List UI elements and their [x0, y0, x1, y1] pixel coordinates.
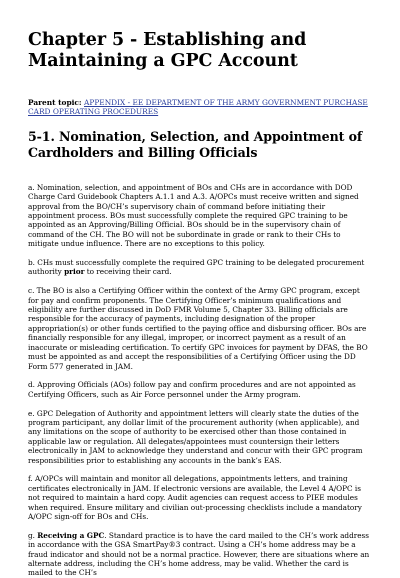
parent-topic-label: Parent topic: [28, 98, 82, 107]
paragraph-g [28, 531, 372, 578]
paragraph-b [28, 258, 372, 277]
chapter-title: Chapter 5 - Establishing and Maintaining a GPC Account [28, 30, 307, 71]
paragraph-g-text-1: g. [28, 530, 38, 540]
paragraph-g-heading: Receiving a GPC [37, 530, 105, 540]
parent-topic-link[interactable]: APPENDIX - EE DEPARTMENT OF THE ARMY GOVERNMENT PURCHASE CARD OPERATING PROCEDURES [28, 98, 368, 117]
paragraph-b-emphasis: prior [64, 267, 85, 277]
paragraph-b-text-1: b. CHs must successfully complete the required GPC training to be delegated procurement authority [28, 258, 365, 277]
paragraph-d: d. Approving Officials (AOs) follow pay and confirm procedures and are not appointed as Certifying Officers, such as Air Force personnel under the Army program. [28, 380, 356, 399]
paragraph-b-text-2: to receiving their card. [84, 267, 172, 277]
paragraph-e: e. GPC Delegation of Authority and appointment letters will clearly state the duties of the program participant, any dollar limit of the procurement authority (when applicable), and any limitations on the scope of authority to be exercised other than those contained in applicable law or regulation. All delegates/appointees must countersign their letters electronically in JAM to acknowledge they understand and concur with their GPC program responsibilities prior to establishing any accounts in the bank’s EAS. [28, 408, 363, 465]
parent-topic [28, 98, 372, 117]
paragraph-a: a. Nomination, selection, and appointment of BOs and CHs are in accordance with DOD Charge Card Guidebook Chapters A.1.1 and A.3. A/OPCs must receive written and signed approval from the BO/CH’s supervisory chain of command before initiating their appointment process. BOs must successfully complete the required GPC training to be appointed as an Approving/Billing Official. BOs should be in the supervisory chain of command of the CH. The BO will not be subordinate in grade or rank to their CHs to mitigate undue influence. There are no exceptions to this policy. [28, 182, 359, 249]
section-title: 5-1. Nomination, Selection, and Appointment of Cardholders and Billing Officials [28, 128, 363, 160]
paragraph-f: f. A/OPCs will maintain and monitor all delegations, appointments letters, and training certificates electronically in JAM. If electronic versions are available, the Level 4 A/OPC is not required to maintain a hard copy. Audit agencies can request access to PIEE modules when required. Ensure military and civilian out-processing checklists include a mandatory A/OPC sign-off for BOs and CHs. [28, 474, 362, 521]
paragraph-c: c. The BO is also a Certifying Officer within the context of the Army GPC program, except for pay and confirm proponents. The Certifying Officer’s minimum qualifications and eligibility are further discussed in DoD FMR Volume 5, Chapter 33. Billing officials are responsible for the accuracy of payments, including designation of the proper appropriation(s) or other funds certified to the paying office and disbursing officer. BOs are financially responsible for any illegal, improper, or incorrect payment as a result of an inaccurate or misleading certification. To certify GPC invoices for payment by DFAS, the BO must be appointed as and accept the responsibilities of a Certifying Officer using the DD Form 577 generated in JAM. [28, 286, 368, 371]
paragraph-g-text-2: . Standard practice is to have the card mailed to the CH’s work address in accordance with the GSA SmartPay®3 contract. Using a CH’s home address may be a fraud indicator and should not be a normal practice. However, there are situations where an alternate address, including the CH’s home address, may be valid. Whether the card is mailed to the CH’s [28, 530, 370, 578]
